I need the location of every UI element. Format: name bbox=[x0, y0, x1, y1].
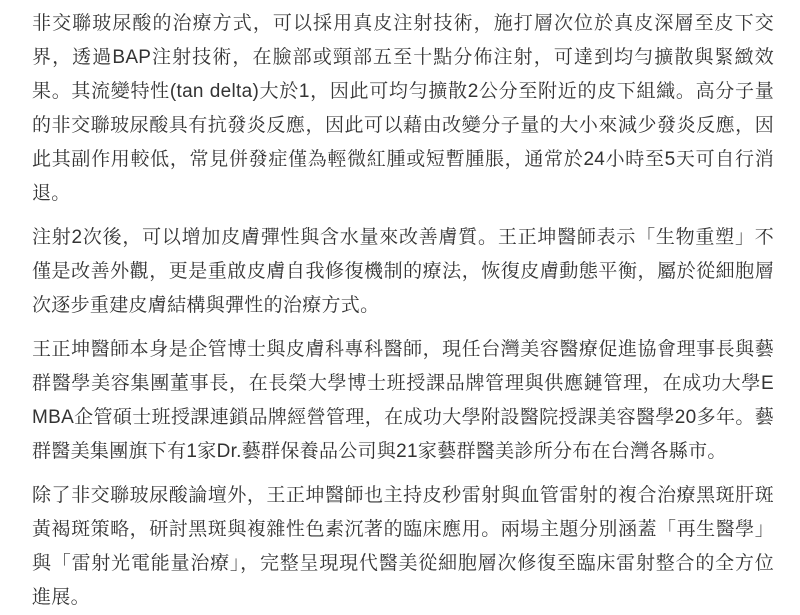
article-paragraph: 注射2次後，可以增加皮膚彈性與含水量來改善膚質。王正坤醫師表示「生物重塑」不僅是改善外觀，更是重啟皮膚自我修復機制的療法，恢復皮膚動態平衡，屬於從細胞層次逐步重建皮膚結構與彈性的治療方式。 bbox=[32, 227, 774, 316]
article-paragraph: 王正坤醫師本身是企管博士與皮膚科專科醫師，現任台灣美容醫療促進協會理事長與藝群醫學美容集團董事長，在長榮大學博士班授課品牌管理與供應鏈管理，在成功大學EMBA企管碩士班授課連鎖品牌經營管理，在成功大學附設醫院授課美容醫學20多年。藝群醫美集團旗下有1家Dr.藝群保養品公司與21家藝群醫美診所分布在台灣各縣市。 bbox=[32, 339, 774, 462]
article-paragraph: 除了非交聯玻尿酸論壇外，王正坤醫師也主持皮秒雷射與血管雷射的複合治療黑斑肝斑黃褐斑策略，研討黑斑與複雜性色素沉著的臨床應用。兩場主題分別涵蓋「再生醫學」與「雷射光電能量治療」，完整呈現現代醫美從細胞層次修復至臨床雷射整合的全方位進展。 bbox=[32, 485, 774, 608]
article-paragraph: 非交聯玻尿酸的治療方式，可以採用真皮注射技術，施打層次位於真皮深層至皮下交界，透過BAP注射技術，在臉部或頸部五至十點分佈注射，可達到均勻擴散與緊緻效果。其流變特性(tan delta)大於1，因此可均勻擴散2公分至附近的皮下組織。高分子量的非交聯玻尿酸具有抗發炎反應，因此可以藉由改變分子量的大小來減少發炎反應，因此其副作用較低，常見併發症僅為輕微紅腫或短暫腫脹，通常於24小時至5天可自行消退。 bbox=[32, 13, 774, 204]
